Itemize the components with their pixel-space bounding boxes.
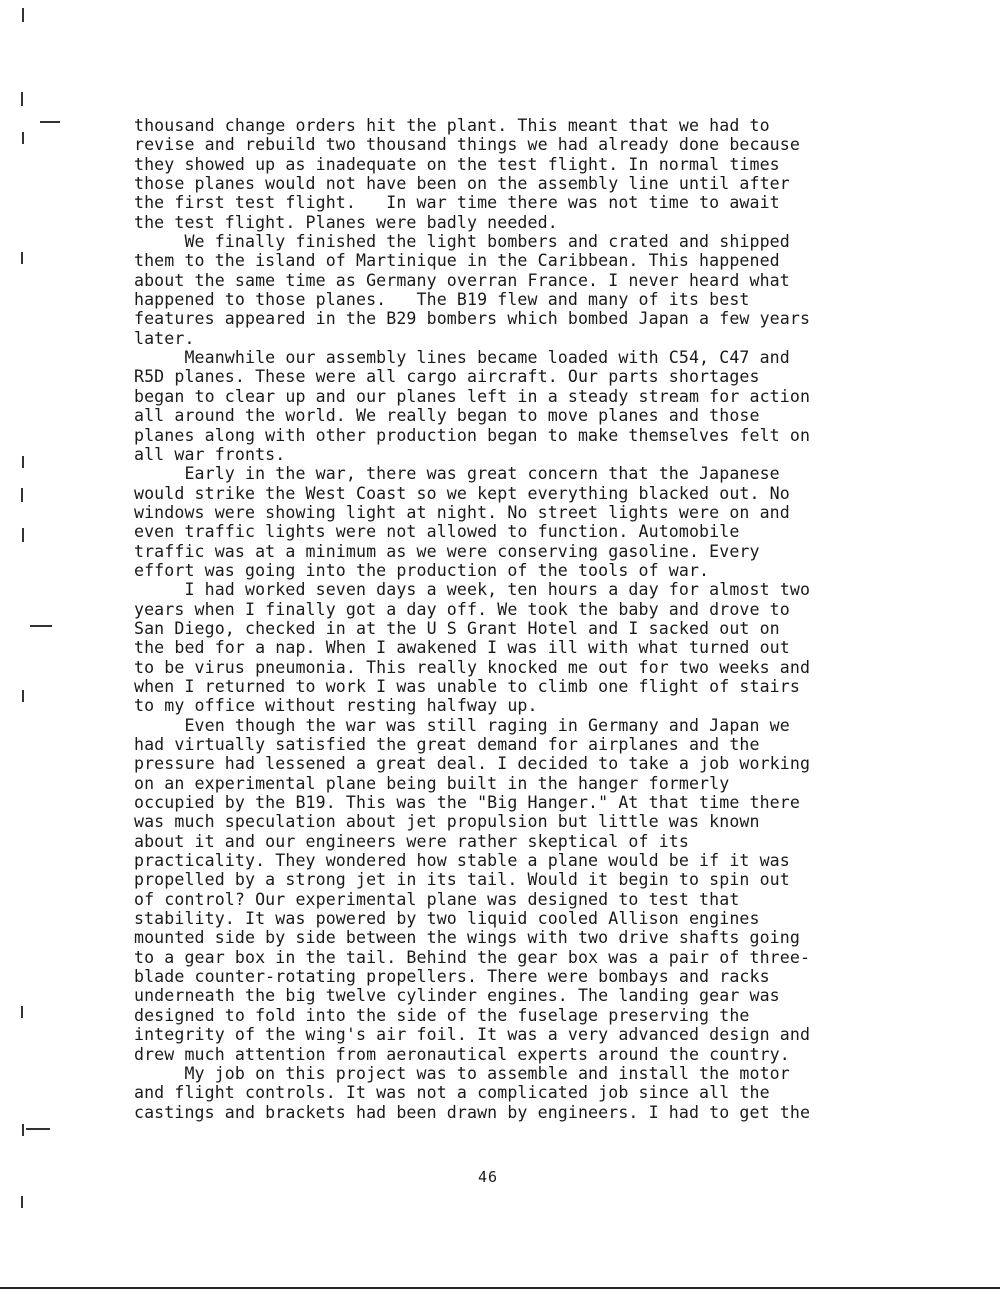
text-line: happened to those planes. The B19 flew and many of its best: [134, 290, 750, 310]
text-line: features appeared in the B29 bombers which bombed Japan a few years: [134, 309, 811, 329]
body-text: [134, 116, 910, 1122]
text-line: began to clear up and our planes left in a steady stream for action: [134, 386, 811, 406]
text-line: revise and rebuild two thousand things we had already done because: [134, 135, 800, 155]
text-line: occupied by the B19. This was the "Big Hanger." At that time there: [134, 793, 800, 813]
text-line: Meanwhile our assembly lines became loaded with C54, C47 and: [134, 348, 790, 368]
text-line: We finally finished the light bombers and crated and shipped: [134, 232, 790, 252]
text-line: windows were showing light at night. No street lights were on and: [134, 502, 790, 522]
text-line: all around the world. We really began to move planes and those: [134, 406, 760, 426]
margin-tick: [22, 132, 24, 144]
text-line: even traffic lights were not allowed to function. Automobile: [134, 522, 740, 542]
text-line: underneath the big twelve cylinder engines. The landing gear was: [134, 986, 780, 1006]
text-line: San Diego, checked in at the U S Grant Hotel and I sacked out on: [134, 618, 780, 638]
text-line: castings and brackets had been drawn by engineers. I had to get the: [134, 1102, 811, 1122]
paragraph: [134, 464, 910, 580]
text-line: those planes would not have been on the assembly line until after: [134, 174, 790, 194]
text-line: the bed for a nap. When I awakened I was ill with what turned out: [134, 638, 790, 658]
text-line: traffic was at a minimum as we were conserving gasoline. Every: [134, 541, 760, 561]
text-line: thousand change orders hit the plant. This meant that we had to: [134, 116, 770, 135]
text-line: would strike the West Coast so we kept everything blacked out. No: [134, 483, 790, 503]
text-line: later.: [134, 328, 195, 348]
margin-tick: [22, 8, 24, 22]
text-line: planes along with other production began to make themselves felt on: [134, 425, 811, 445]
paragraph: [134, 232, 910, 348]
margin-tick: [22, 690, 24, 702]
bottom-rule: [0, 1287, 1000, 1289]
text-line: and flight controls. It was not a complicated job since all the: [134, 1083, 770, 1103]
text-line: stability. It was powered by two liquid cooled Allison engines: [134, 909, 760, 929]
text-line: to be virus pneumonia. This really knocked me out for two weeks and: [134, 657, 811, 677]
text-line: drew much attention from aeronautical experts around the country.: [134, 1044, 790, 1064]
text-line: mounted side by side between the wings with two drive shafts going: [134, 928, 800, 948]
text-line: when I returned to work I was unable to climb one flight of stairs: [134, 676, 800, 696]
paragraph: [134, 348, 910, 464]
margin-tick: [22, 528, 24, 542]
text-line: of control? Our experimental plane was designed to test that: [134, 889, 740, 909]
text-line: had virtually satisfied the great demand for airplanes and the: [134, 735, 760, 754]
margin-tick: [21, 1196, 23, 1208]
text-line: practicality. They wondered how stable a plane would be if it was: [134, 851, 790, 871]
text-line: to a gear box in the tail. Behind the gear box was a pair of three-: [134, 947, 811, 967]
text-line: propelled by a strong jet in its tail. Would it begin to spin out: [134, 870, 790, 890]
text-line: I had worked seven days a week, ten hours a day for almost two: [134, 580, 811, 600]
text-line: designed to fold into the side of the fuselage preserving the: [134, 1005, 750, 1025]
paragraph: [134, 716, 910, 1064]
text-line: blade counter-rotating propellers. There were bombays and racks: [134, 967, 770, 987]
text-line: the test flight. Planes were badly needed.: [134, 212, 558, 232]
margin-tick: [21, 92, 23, 106]
text-line: integrity of the wing's air foil. It was a very advanced design and: [134, 1025, 811, 1045]
margin-dash: [40, 121, 60, 123]
page-number: 46: [478, 1168, 499, 1186]
text-line: R5D planes. These were all cargo aircraft. Our parts shortages: [134, 367, 760, 387]
text-line: was much speculation about jet propulsion but little was known: [134, 812, 760, 832]
text-line: the first test flight. In war time there was not time to await: [134, 193, 780, 213]
text-line: they showed up as inadequate on the test flight. In normal times: [134, 154, 780, 174]
text-line: pressure had lessened a great deal. I decided to take a job working: [134, 754, 811, 774]
text-line: My job on this project was to assemble and install the motor: [134, 1063, 790, 1083]
text-line: about the same time as Germany overran France. I never heard what: [134, 270, 790, 290]
margin-tick: [21, 488, 23, 502]
margin-dash: [30, 625, 52, 627]
text-line: Early in the war, there was great concern that the Japanese: [134, 464, 780, 484]
margin-dash: [26, 1128, 50, 1130]
margin-tick: [21, 1006, 23, 1018]
paragraph: [134, 116, 910, 232]
text-line: years when I finally got a day off. We took the baby and drove to: [134, 599, 790, 619]
margin-tick: [21, 252, 23, 264]
margin-tick: [22, 456, 24, 468]
text-line: about it and our engineers were rather skeptical of its: [134, 831, 689, 851]
text-line: effort was going into the production of the tools of war.: [134, 560, 710, 580]
paragraph: [134, 1064, 910, 1122]
text-line: them to the island of Martinique in the Caribbean. This happened: [134, 251, 780, 271]
paragraph: [134, 580, 910, 715]
text-line: Even though the war was still raging in Germany and Japan we: [134, 715, 790, 735]
text-line: all war fronts.: [134, 444, 286, 464]
text-line: on an experimental plane being built in the hanger formerly: [134, 773, 730, 793]
text-line: to my office without resting halfway up.: [134, 696, 538, 716]
margin-tick: [22, 1124, 24, 1136]
